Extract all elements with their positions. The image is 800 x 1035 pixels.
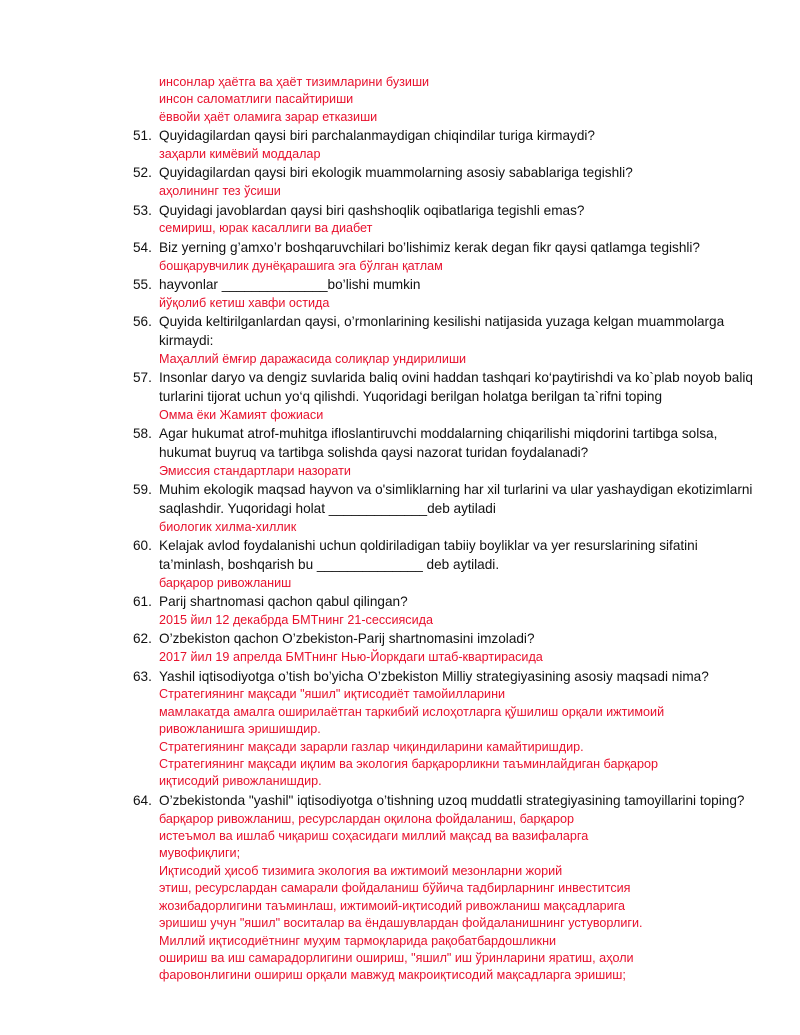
answer-line: ошириш ва иш самарадорлигини ошириш, "яшил" иш ўринларини яратиш, аҳоли (159, 950, 634, 965)
question-text (159, 164, 753, 183)
answer-line: йўқолиб кетиш хавфи остида (159, 295, 330, 310)
question-number: 58. (133, 426, 152, 442)
question-item (133, 202, 753, 238)
answer-line: барқарор ривожланиш, ресурслардан оқилона фойдаланиш, барқарор (159, 811, 575, 826)
question-item (133, 668, 753, 791)
question-number: 61. (133, 594, 152, 610)
question-text (159, 239, 753, 258)
answer-line: инсон саломатлиги пасайтириши (159, 92, 354, 107)
question-number: 55. (133, 277, 152, 293)
question-line: Agar hukumat atrof-muhitga ifloslantiruvchi moddalarning chiqarilishi miqdorini tartibga solsa, (159, 426, 718, 442)
question-item (133, 792, 753, 985)
answer-line: Стратегиянинг мақсади "яшил" иқтисодиёт тамойилларини (159, 687, 506, 702)
answer-line: аҳолининг тез ўсиши (159, 184, 281, 199)
answer-line: биологик хилма-хиллик (159, 519, 297, 534)
question-number: 51. (133, 128, 152, 144)
answer-line: 2017 йил 19 апрелда БМТнинг Нью-Йоркдаги штаб-квартирасида (159, 650, 543, 665)
answer-line: Маҳаллий ёмғир даражасида солиқлар ундирилиши (159, 351, 467, 366)
answer-line: заҳарли кимёвий моддалар (159, 147, 321, 162)
question-line: saqlashdir. Yuqoridagi holat _____________deb aytiladi (159, 501, 496, 517)
answer-line: жозибадорлигини таъминлаш, ижтимоий-иқтисодий ривожланиш мақсадларига (159, 898, 626, 913)
question-text (159, 425, 753, 463)
question-item (133, 593, 753, 629)
question-list (133, 74, 753, 985)
question-number: 59. (133, 482, 152, 498)
question-line: turlarini tijorat uchun yo‘q qilishdi. Yuqoridagi berilgan holatga berilgan ta`rifni toping (159, 389, 663, 405)
question-text (159, 313, 753, 351)
question-line: Parij shartnomasi qachon qabul qilingan? (159, 594, 408, 610)
question-number: 57. (133, 370, 152, 386)
question-number: 60. (133, 538, 152, 554)
question-item (133, 425, 753, 480)
question-line: Quyidagilardan qaysi biri ekologik muammolarning asosiy sabablariga tegishli? (159, 165, 633, 181)
answer-line: фаровонлигини ошириш орқали мавжуд макроиқтисодий мақсадларга эришиш; (159, 968, 626, 983)
question-line: ta’minlash, boshqarish bu ______________ deb aytiladi. (159, 557, 500, 573)
question-line: hukumat buyruq va tartibga solishda qaysi nazorat turidan foydalanadi? (159, 445, 589, 461)
question-line: Quyidagi javoblardan qaysi biri qashshoqlik oqibatlariga tegishli emas? (159, 202, 585, 218)
question-item (133, 276, 753, 312)
question-item (133, 537, 753, 592)
question-number: 63. (133, 668, 152, 684)
question-item (133, 127, 753, 163)
question-item (133, 630, 753, 666)
question-item (133, 164, 753, 200)
question-line: Kelajak avlod foydalanishi uchun qoldiriladigan tabiiy boyliklar va yer resurslarining sifatini (159, 538, 698, 554)
answer-line: бошқарувчилик дунёқарашига эга бўлган қатлам (159, 258, 443, 273)
question-text (159, 593, 753, 612)
answer-line: истеъмол ва ишлаб чиқариш соҳасидаги миллий мақсад ва вазифаларга (159, 829, 589, 844)
answer-line: ривожланишга эришишдир. (159, 722, 321, 737)
question-text (159, 537, 753, 575)
question-line: hayvonlar ______________bo’lishi mumkin (159, 277, 421, 293)
question-item (133, 481, 753, 536)
answer-line: 2015 йил 12 декабрда БМТнинг 21-сессиясида (159, 613, 433, 628)
question-number: 54. (133, 239, 152, 255)
question-line: Muhim ekologik maqsad hayvon va o'simliklarning har xil turlarini va ular yashaydigan ekotizimlarni (159, 482, 753, 498)
question-number: 62. (133, 631, 152, 647)
question-text (159, 202, 753, 221)
question-line: Quyida keltirilganlardan qaysi, o’rmonlarining kesilishi natijasida yuzaga kelgan muammolarga (159, 314, 725, 330)
answer-line: инсонлар ҳаётга ва ҳаёт тизимларини бузиши (159, 75, 430, 89)
question-text (159, 276, 753, 295)
question-number: 56. (133, 314, 152, 330)
answer-line: барқарор ривожланиш (159, 575, 292, 590)
question-line: Yashil iqtisodiyotga o’tish bo’yicha O’zbekiston Milliy strategiyasining asosiy maqsadi nima? (159, 668, 709, 684)
answer-line: этиш, ресурслардан самарали фойдаланиш бўйича тадбирларнинг инвеститсия (159, 881, 631, 896)
answer-line: мамлакатда амалга оширилаётган таркибий ислоҳотларга қўшилиш орқали ижтимоий (159, 704, 665, 719)
question-item (133, 239, 753, 275)
question-line: O’zbekiston qachon O’zbekiston-Parij shartnomasini imzoladi? (159, 631, 535, 647)
answer-line: Стратегиянинг мақсади иқлим ва экология барқарорликни таъминлайдиган барқарор (159, 757, 659, 772)
question-number: 52. (133, 165, 152, 181)
question-line: Biz yerning g’amxo’r boshqaruvchilari bo’lishimiz kerak degan fikr qaysi qatlamga tegishli? (159, 239, 700, 255)
question-line: Insonlar daryo va dengiz suvlarida baliq ovini haddan tashqari ko‘paytirishdi va ko`plab noyob baliq (159, 370, 753, 386)
answer-line: Эмиссия стандартлари назорати (159, 463, 351, 478)
question-text (159, 127, 753, 146)
question-item (133, 313, 753, 368)
question-text (159, 481, 753, 519)
question-number: 53. (133, 202, 152, 218)
answer-line: ёввойи ҳаёт оламига зарар етказиши (159, 109, 378, 124)
answer-line: Стратегиянинг мақсади зарарли газлар чиқиндиларини камайтиришдир. (159, 739, 584, 754)
question-line: O’zbekistonda "yashil" iqtisodiyotga o’tishning uzoq muddatli strategiyasining tamoyillarini toping? (159, 792, 745, 808)
question-text (159, 668, 753, 687)
question-line: Quyidagilardan qaysi biri parchalanmaydigan chiqindilar turiga kirmaydi? (159, 128, 595, 144)
answer-line: мувофиқлиги; (159, 846, 241, 861)
question-number: 64. (133, 792, 152, 808)
answer-line: Миллий иқтисодиётнинг муҳим тармоқларида рақобатбардошликни (159, 933, 557, 948)
question-line: kirmaydi: (159, 333, 214, 349)
question-item (133, 369, 753, 424)
question-text (159, 630, 753, 649)
question-text (159, 369, 753, 407)
answer-line: Иқтисодий ҳисоб тизимига экология ва ижтимоий мезонларни жорий (159, 863, 563, 878)
answer-line: эришиш учун "яшил" воситалар ва ёндашувлардан фойдаланишнинг устуворлиги. (159, 916, 643, 931)
question-text (159, 792, 753, 811)
answer-line: иқтисодий ривожланишдир. (159, 774, 322, 789)
answer-line: Омма ёки Жамият фожиаси (159, 407, 324, 422)
answer-line: семириш, юрак касаллиги ва диабет (159, 221, 373, 236)
